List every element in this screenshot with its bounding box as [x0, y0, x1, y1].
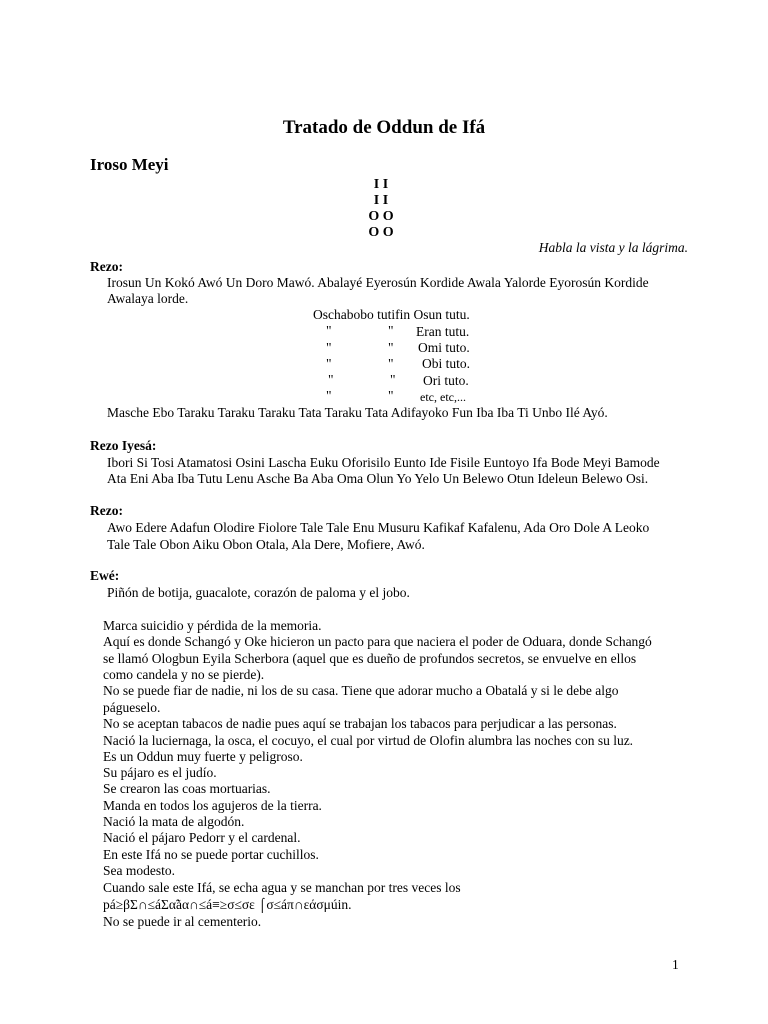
- note-line: como candela y no se pierde).: [103, 667, 265, 682]
- ditto-mark: ": [390, 372, 396, 387]
- note-line: Manda en todos los agujeros de la tierra.: [103, 798, 322, 813]
- ditto-mark: ": [328, 372, 334, 387]
- ditto-mark: ": [326, 388, 332, 403]
- ditto-mark: ": [326, 323, 332, 338]
- note-line: Nació el pájaro Pedorr y el cardenal.: [103, 830, 301, 845]
- chant-line: Obi tuto.: [422, 356, 471, 371]
- rezo-line: Irosun Un Kokó Awó Un Doro Mawó. Abalayé Eyerosún Kordide Awala Yalorde Eyorosún Kordide: [107, 275, 649, 290]
- chant-line: Ori tuto.: [423, 373, 469, 388]
- note-line: Cuando sale este Ifá, se echa agua y se manchan por tres veces los: [103, 880, 461, 895]
- oddun-name: Iroso Meyi: [90, 155, 169, 174]
- rezo-line: Tale Tale Obon Aiku Obon Otala, Ala Dere, Mofiere, Awó.: [107, 537, 425, 552]
- ditto-mark: ": [326, 356, 332, 371]
- rezo-iyesa-line: Ata Eni Aba Iba Tutu Lenu Asche Ba Aba Oma Olun Yo Yelo Un Belewo Otun Ideleun Belewo Osi.: [107, 471, 649, 486]
- section-label-rezo: Rezo:: [90, 503, 123, 518]
- note-line: se llamó Ologbun Eyila Scherbora (aquel que es dueño de profundos secretos, se envuelve en ellos: [103, 651, 637, 666]
- section-label-rezo-iyesa: Rezo Iyesá:: [90, 438, 157, 453]
- rezo-line: Awo Edere Adafun Olodire Fiolore Tale Tale Enu Musuru Kafikaf Kafalenu, Ada Oro Dole A Leoko: [107, 520, 650, 535]
- chant-first-line: Oschabobo tutifin Osun tutu.: [313, 307, 470, 322]
- section-label-rezo: Rezo:: [90, 259, 123, 274]
- ditto-mark: ": [388, 323, 394, 338]
- oddun-sign-line: O O: [368, 209, 394, 224]
- note-line: No se puede fiar de nadie, ni los de su casa. Tiene que adorar mucho a Obatalá y si le debe algo: [103, 683, 619, 698]
- ewe-line: Piñón de botija, guacalote, corazón de paloma y el jobo.: [107, 585, 410, 600]
- rezo-line: Awalaya lorde.: [107, 291, 189, 306]
- chant-line: Eran tutu.: [416, 324, 470, 339]
- note-line: No se puede ir al cementerio.: [103, 914, 262, 929]
- oddun-sign-line: I I: [373, 193, 389, 208]
- note-line: Marca suicidio y pérdida de la memoria.: [103, 618, 322, 633]
- oddun-sign-line: I I: [373, 177, 389, 192]
- note-line: Nació la luciernaga, la osca, el cocuyo, el cual por virtud de Olofin alumbra las noches con su luz.: [103, 733, 634, 748]
- note-line: Sea modesto.: [103, 863, 175, 878]
- note-line: No se aceptan tabacos de nadie pues aquí se trabajan los tabacos para perjudicar a las personas.: [103, 716, 617, 731]
- note-line: En este Ifá no se puede portar cuchillos.: [103, 847, 319, 862]
- section-label-ewe: Ewé:: [90, 568, 120, 583]
- note-line: págueselo.: [103, 700, 161, 715]
- note-line: Se crearon las coas mortuarias.: [103, 781, 271, 796]
- page-number: 1: [672, 957, 679, 972]
- rezo-iyesa-line: Ibori Si Tosi Atamatosi Osini Lascha Euku Oforisilo Eunto Ide Fisile Euntoyo Ifa Bode Meyi Bamode: [107, 455, 660, 470]
- note-line: pá≥βΣ∩≤áΣα̃àα∩≤á≡≥σ≤σε ⌠σ≤áπ∩εάσμúin.: [103, 897, 352, 912]
- ditto-mark: ": [388, 388, 394, 403]
- chant-line: etc, etc,...: [420, 390, 466, 404]
- note-line: Nació la mata de algodón.: [103, 814, 245, 829]
- oddun-sign-line: O O: [368, 225, 394, 240]
- rezo-closing-line: Masche Ebo Taraku Taraku Taraku Tata Taraku Tata Adifayoko Fun Iba Iba Ti Unbo Ilé Ayó.: [107, 405, 608, 420]
- note-line: Aquí es donde Schangó y Oke hicieron un pacto para que naciera el poder de Oduara, donde Schangó: [103, 634, 652, 649]
- note-line: Su pájaro es el judío.: [103, 765, 217, 780]
- italic-note: Habla la vista y la lágrima.: [538, 240, 688, 255]
- page-title: Tratado de Oddun de Ifá: [282, 117, 486, 138]
- ditto-mark: ": [326, 340, 332, 355]
- chant-line: Omi tuto.: [418, 340, 470, 355]
- note-line: Es un Oddun muy fuerte y peligroso.: [103, 749, 303, 764]
- ditto-mark: ": [388, 356, 394, 371]
- ditto-mark: ": [388, 340, 394, 355]
